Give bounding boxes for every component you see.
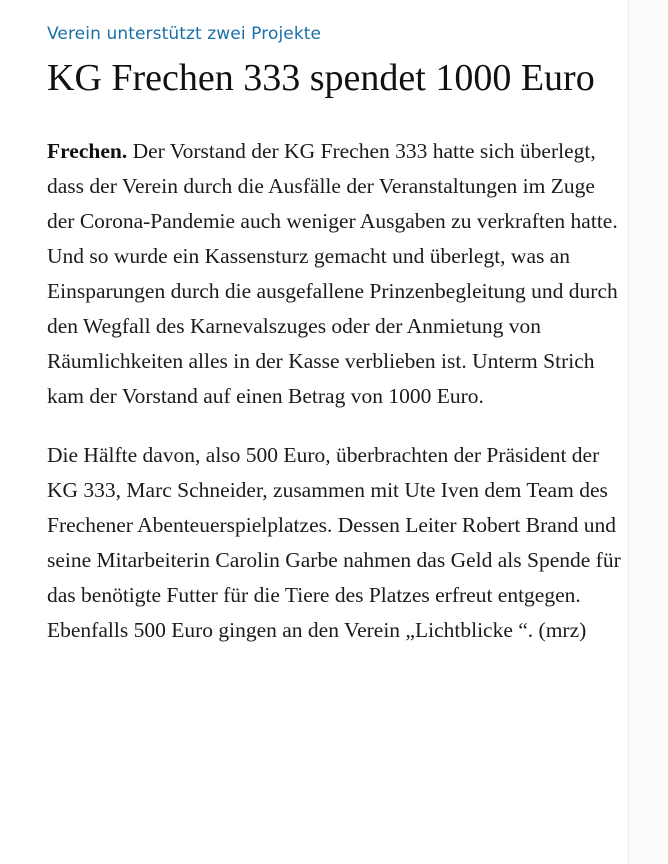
right-gutter — [629, 0, 668, 864]
article-kicker: Verein unterstützt zwei Projekte — [47, 24, 322, 44]
paragraph-1-text: Der Vorstand der KG Frechen 333 hatte sich überlegt, dass der Verein durch die Ausfälle der Veranstaltungen im Zuge der Corona-Pandemie auch weniger Ausgaben zu verkraften hatte. Und so wurde ein Kassensturz gemacht und überlegt, was an Einsparungen durch die ausgefallene Prinzenbegleitung und durch den Wegfall des Karnevalszuges oder der Anmietung von Räumlichkeiten alles in der Kasse verblieben ist. Unterm Strich kam der Vorstand auf einen Betrag von 1000 Euro. — [47, 139, 618, 408]
article-paragraph-2: Die Hälfte davon, also 500 Euro, überbrachten der Präsident der KG 333, Marc Schneider, zusammen mit Ute Iven dem Team des Frechener Abenteuerspielplatzes. Dessen Leiter Robert Brand und seine Mitarbeiterin Carolin Garbe nahmen das Geld als Spende für das benötigte Futter für die Tiere des Platzes erfreut entgegen. Ebenfalls 500 Euro gingen an den Verein „Lichtblicke “. (mrz) — [47, 443, 621, 642]
article-headline: KG Frechen 333 spendet 1000 Euro — [47, 57, 595, 99]
dateline: Frechen. — [47, 139, 128, 163]
article — [47, 22, 622, 648]
article-paragraph-1 — [47, 134, 622, 414]
